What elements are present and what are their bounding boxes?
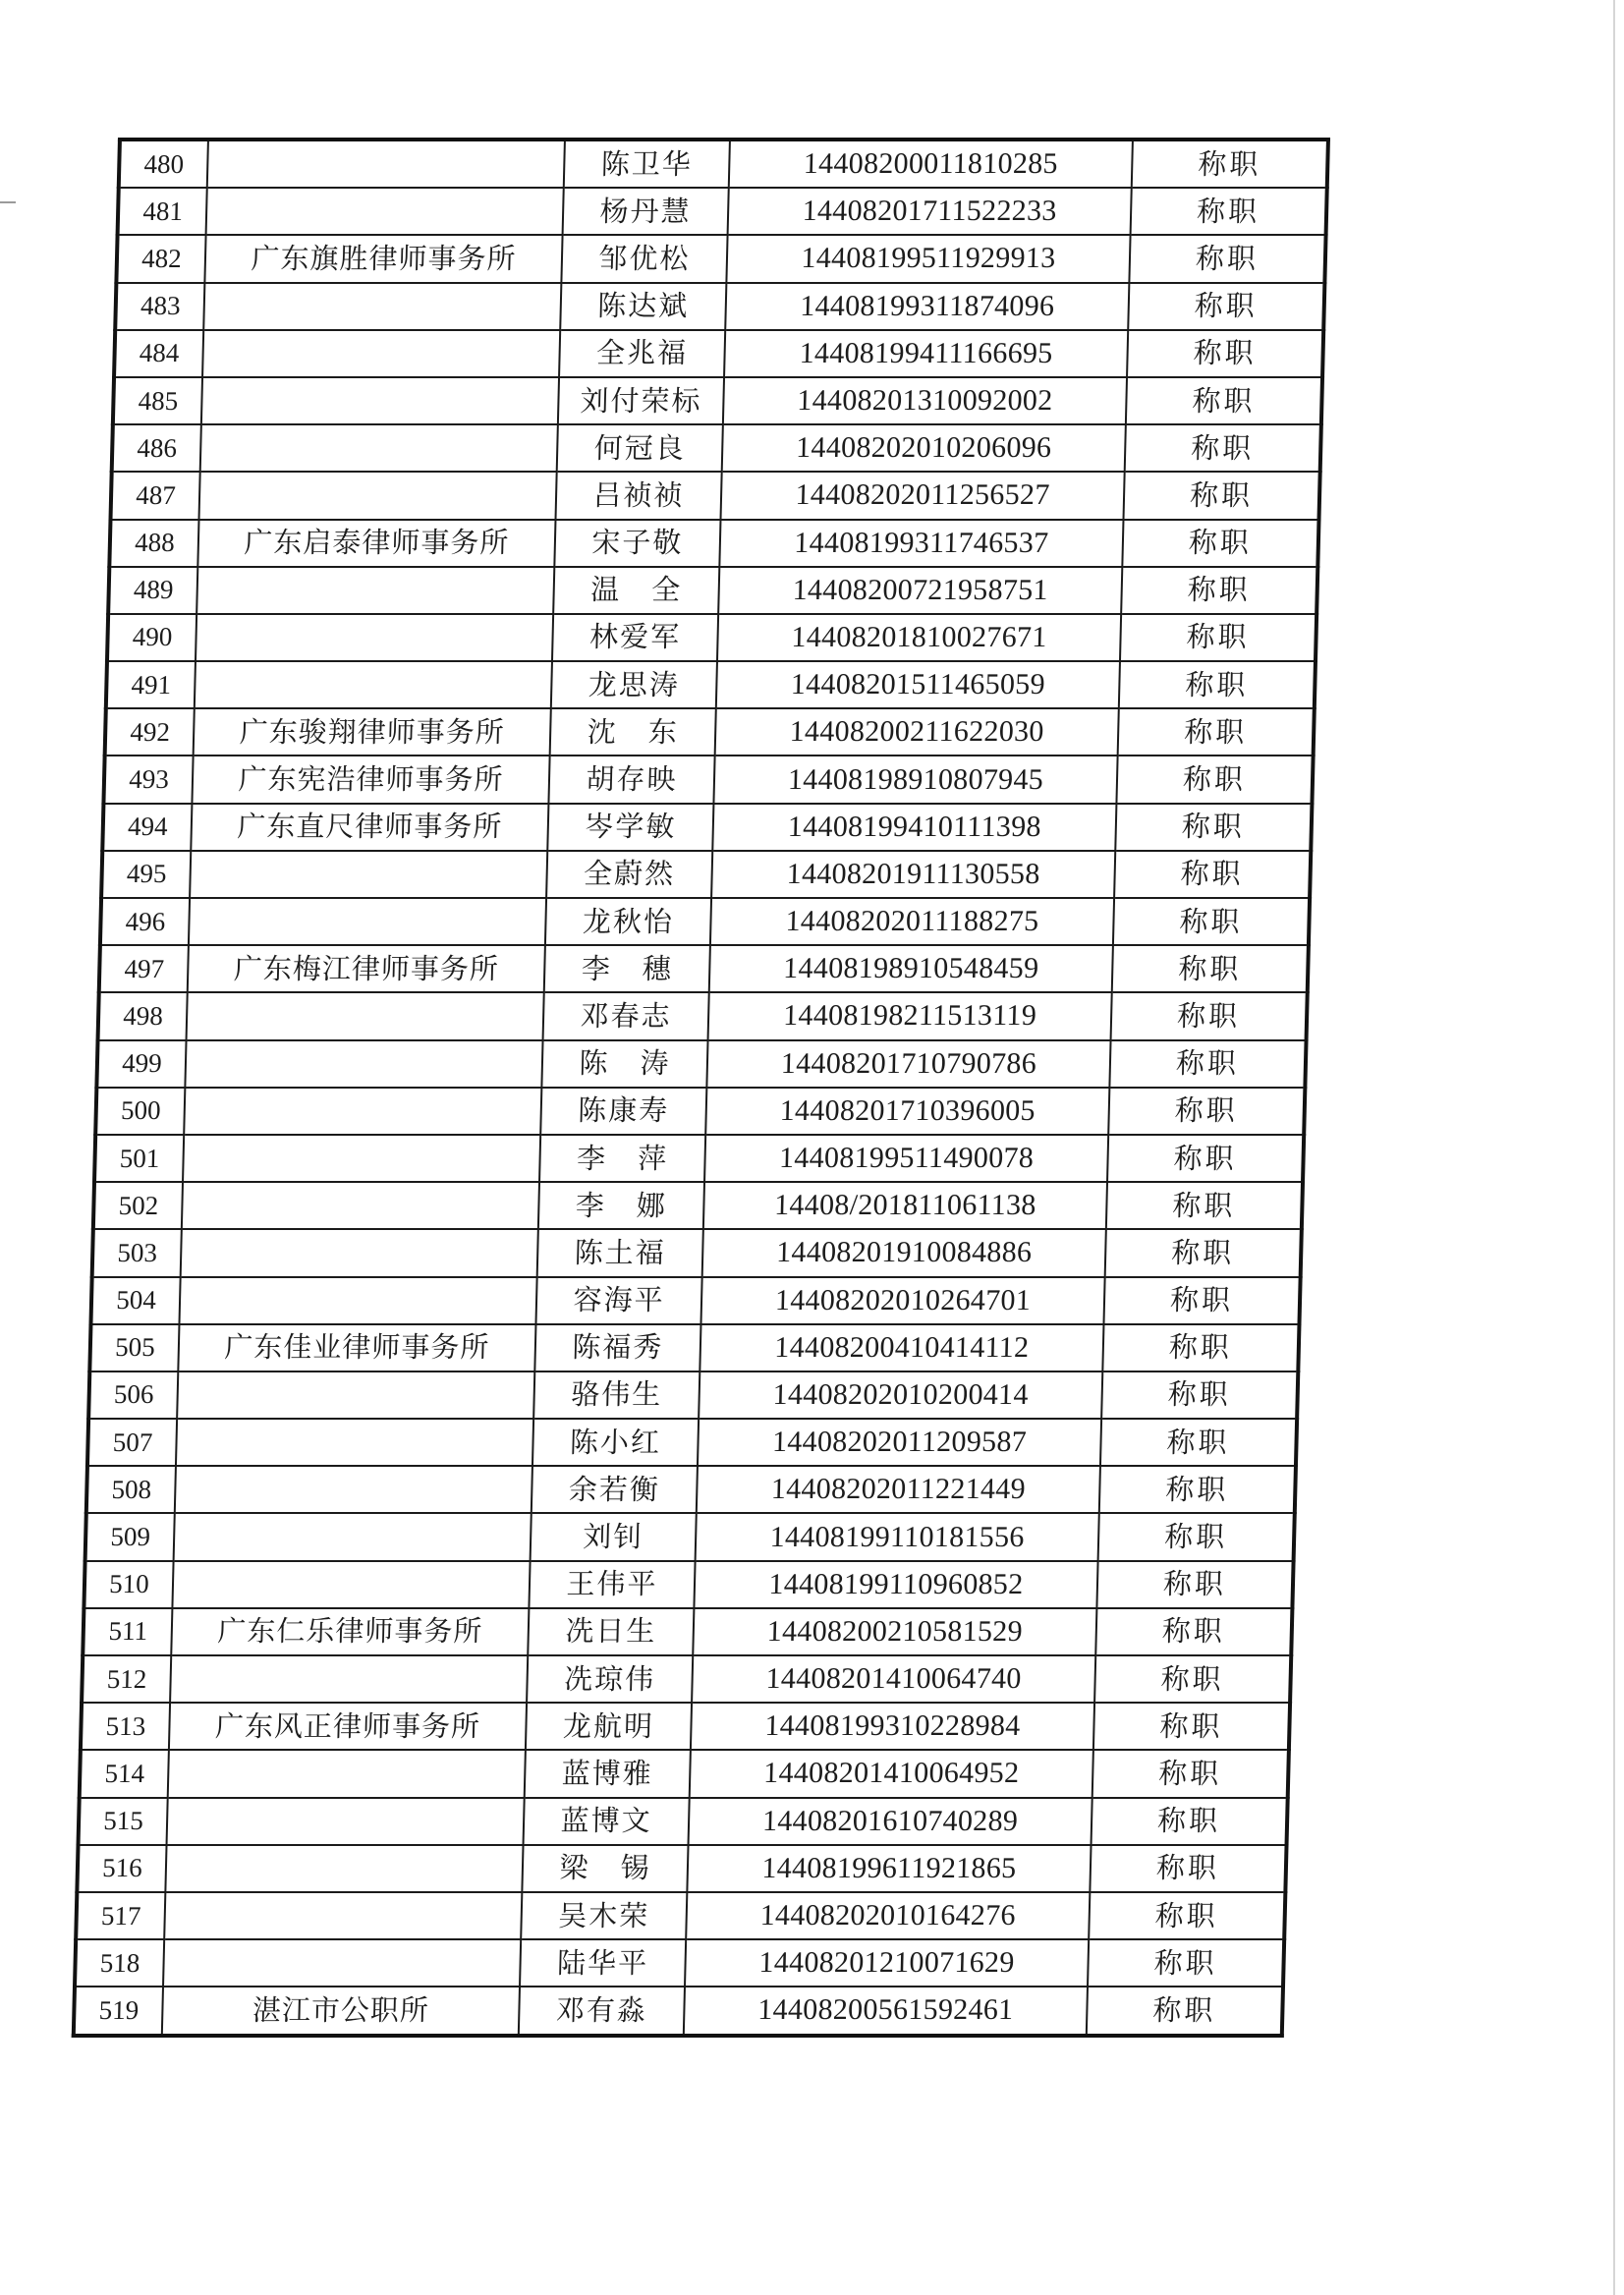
license-number-cell: 14408201410064740 [692, 1655, 1095, 1703]
serial-number-cell: 491 [106, 661, 196, 708]
license-number-cell: 14408198910807945 [713, 756, 1117, 803]
serial-number-cell: 495 [101, 851, 191, 898]
serial-number-cell: 515 [79, 1798, 168, 1845]
assessment-result-cell: 称职 [1116, 756, 1313, 803]
assessment-result-cell: 称职 [1089, 1892, 1285, 1939]
serial-number-cell: 481 [118, 188, 207, 235]
serial-number-cell: 503 [92, 1229, 182, 1276]
lawyer-name-cell: 梁 锡 [522, 1845, 688, 1892]
license-number-cell: 14408202011188275 [710, 898, 1114, 945]
assessment-result-cell: 称职 [1120, 614, 1316, 661]
assessment-result-cell: 称职 [1119, 661, 1316, 708]
serial-number-cell: 489 [108, 567, 197, 614]
assessment-result-cell: 称职 [1121, 567, 1317, 614]
assessment-result-cell: 称职 [1109, 1040, 1306, 1088]
table-row [96, 1040, 1306, 1088]
table-row [75, 1939, 1284, 1987]
lawyer-name-cell: 陆华平 [520, 1939, 686, 1987]
serial-number-cell: 513 [81, 1703, 170, 1750]
table-row [99, 945, 1309, 992]
table-row [118, 188, 1327, 235]
assessment-result-cell: 称职 [1103, 1277, 1300, 1324]
law-firm-cell: 广东梅江律师事务所 [188, 945, 545, 992]
roster-sheet [72, 138, 1326, 2038]
law-firm-cell: 广东启泰律师事务所 [197, 520, 555, 567]
law-firm-cell [183, 1135, 540, 1182]
serial-number-cell: 493 [103, 756, 193, 803]
license-number-cell: 14408201710396005 [705, 1088, 1109, 1135]
table-row [112, 424, 1321, 472]
serial-number-cell: 498 [98, 992, 188, 1039]
license-number-cell: 14408199311874096 [725, 283, 1129, 330]
assessment-result-cell: 称职 [1132, 140, 1328, 188]
assessment-result-cell: 称职 [1128, 283, 1324, 330]
law-firm-cell [179, 1277, 536, 1324]
lawyer-assessment-table [72, 138, 1330, 2038]
table-row [109, 520, 1318, 567]
law-firm-cell [184, 1088, 541, 1135]
lawyer-name-cell: 全蔚然 [546, 851, 712, 898]
lawyer-name-cell: 王伟平 [529, 1561, 695, 1608]
license-number-cell: 14408199410111398 [712, 804, 1116, 851]
license-number-cell: 14408198910548459 [709, 945, 1113, 992]
assessment-result-cell: 称职 [1092, 1798, 1288, 1845]
law-firm-cell [206, 188, 564, 235]
lawyer-name-cell: 陈 涛 [541, 1040, 707, 1088]
lawyer-name-cell: 李 娜 [538, 1182, 704, 1229]
license-number-cell: 14408201810027671 [717, 614, 1121, 661]
table-row [87, 1419, 1297, 1466]
serial-number-cell: 518 [75, 1939, 164, 1987]
law-firm-cell [163, 1939, 521, 1987]
table-row [83, 1608, 1292, 1655]
assessment-result-cell: 称职 [1101, 1371, 1298, 1419]
lawyer-name-cell: 陈卫华 [564, 140, 730, 188]
license-number-cell: 14408199311746537 [719, 520, 1123, 567]
lawyer-name-cell: 杨丹慧 [563, 188, 729, 235]
lawyer-name-cell: 龙思涛 [551, 661, 717, 708]
serial-number-cell: 496 [100, 898, 190, 945]
law-firm-cell [195, 661, 552, 708]
assessment-result-cell: 称职 [1090, 1845, 1286, 1892]
assessment-result-cell: 称职 [1106, 1182, 1303, 1229]
assessment-result-cell: 称职 [1118, 708, 1315, 756]
serial-number-cell: 501 [94, 1135, 184, 1182]
license-number-cell: 14408200210581529 [693, 1608, 1096, 1655]
lawyer-name-cell: 邓有淼 [519, 1987, 685, 2035]
law-firm-cell: 广东骏翔律师事务所 [194, 708, 551, 756]
lawyer-name-cell: 胡存映 [548, 756, 714, 803]
table-row [108, 567, 1317, 614]
assessment-result-cell: 称职 [1113, 898, 1310, 945]
law-firm-cell: 湛江市公职所 [162, 1987, 520, 2035]
license-number-cell: 14408199511929913 [726, 235, 1130, 282]
law-firm-cell [202, 330, 560, 377]
table-row [116, 235, 1325, 282]
table-row [88, 1371, 1298, 1419]
law-firm-cell [170, 1655, 528, 1703]
law-firm-cell [203, 283, 561, 330]
lawyer-name-cell: 温 全 [553, 567, 719, 614]
assessment-result-cell: 称职 [1112, 945, 1309, 992]
lawyer-name-cell: 邹优松 [561, 235, 727, 282]
serial-number-cell: 486 [112, 424, 201, 472]
table-row [114, 330, 1323, 377]
law-firm-cell: 广东旗胜律师事务所 [204, 235, 562, 282]
license-number-cell: 14408202010200414 [699, 1371, 1102, 1419]
serial-number-cell: 500 [95, 1088, 185, 1135]
table-row [106, 661, 1316, 708]
table-row [98, 992, 1308, 1039]
table-row [79, 1798, 1288, 1845]
assessment-result-cell: 称职 [1099, 1466, 1296, 1513]
assessment-result-cell: 称职 [1129, 235, 1325, 282]
serial-number-cell: 511 [83, 1608, 172, 1655]
law-firm-cell [177, 1371, 534, 1419]
serial-number-cell: 519 [74, 1987, 163, 2035]
assessment-result-cell: 称职 [1096, 1561, 1293, 1608]
table-row [119, 140, 1328, 188]
law-firm-cell: 广东宪浩律师事务所 [192, 756, 549, 803]
law-firm-cell [200, 424, 558, 472]
lawyer-name-cell: 骆伟生 [533, 1371, 700, 1419]
license-number-cell: 14408200561592461 [684, 1987, 1088, 2035]
license-number-cell: 14408200410414112 [700, 1324, 1103, 1371]
table-row [105, 708, 1315, 756]
lawyer-name-cell: 冼琼伟 [527, 1655, 693, 1703]
license-number-cell: 14408201410064952 [690, 1750, 1093, 1797]
law-firm-cell [190, 851, 547, 898]
law-firm-cell [196, 614, 553, 661]
assessment-result-cell: 称职 [1108, 1088, 1305, 1135]
table-row [101, 851, 1311, 898]
table-row [76, 1892, 1285, 1939]
lawyer-name-cell: 林爱军 [552, 614, 718, 661]
table-row [111, 472, 1320, 519]
table-row [100, 898, 1310, 945]
license-number-cell: 14408201310092002 [723, 377, 1127, 424]
serial-number-cell: 487 [111, 472, 200, 519]
assessment-result-cell: 称职 [1115, 804, 1312, 851]
license-number-cell: 14408202011221449 [697, 1466, 1100, 1513]
assessment-result-cell: 称职 [1131, 188, 1327, 235]
serial-number-cell: 512 [82, 1655, 171, 1703]
lawyer-name-cell: 李 萍 [539, 1135, 705, 1182]
license-number-cell: 14408201711522233 [728, 188, 1132, 235]
assessment-result-cell: 称职 [1114, 851, 1311, 898]
law-firm-cell: 广东风正律师事务所 [169, 1703, 527, 1750]
serial-number-cell: 492 [105, 708, 195, 756]
assessment-result-cell: 称职 [1107, 1135, 1304, 1182]
table-row [84, 1561, 1293, 1608]
license-number-cell: 14408202010206096 [722, 424, 1126, 472]
serial-number-cell: 504 [90, 1277, 180, 1324]
table-row [107, 614, 1316, 661]
serial-number-cell: 516 [77, 1845, 166, 1892]
license-number-cell: 14408199611921865 [687, 1845, 1091, 1892]
license-number-cell: 14408199110960852 [694, 1561, 1097, 1608]
assessment-result-cell: 称职 [1094, 1655, 1291, 1703]
table-row [81, 1703, 1290, 1750]
assessment-result-cell: 称职 [1088, 1939, 1284, 1987]
law-firm-cell [182, 1182, 539, 1229]
assessment-result-cell: 称职 [1122, 520, 1318, 567]
license-number-cell: 14408201710790786 [706, 1040, 1110, 1088]
law-firm-cell [174, 1513, 532, 1560]
license-number-cell: 14408201911130558 [711, 851, 1115, 898]
table-row [74, 1987, 1283, 2035]
law-firm-cell [196, 567, 554, 614]
serial-number-cell: 499 [96, 1040, 186, 1088]
assessment-result-cell: 称职 [1105, 1229, 1302, 1276]
law-firm-cell: 广东仁乐律师事务所 [171, 1608, 529, 1655]
table-row [103, 756, 1313, 803]
lawyer-name-cell: 蓝博文 [524, 1798, 690, 1845]
lawyer-name-cell: 吴木荣 [521, 1892, 687, 1939]
table-row [94, 1135, 1304, 1182]
license-number-cell: 14408199411166695 [724, 330, 1128, 377]
serial-number-cell: 483 [115, 283, 204, 330]
assessment-result-cell: 称职 [1087, 1987, 1283, 2035]
law-firm-cell [185, 1040, 542, 1088]
assessment-result-cell: 称职 [1125, 424, 1321, 472]
assessment-result-cell: 称职 [1092, 1750, 1289, 1797]
law-firm-cell [201, 377, 559, 424]
lawyer-name-cell: 陈福秀 [534, 1324, 700, 1371]
serial-number-cell: 508 [86, 1466, 176, 1513]
scan-edge-line [1613, 0, 1615, 2295]
law-firm-cell [175, 1466, 532, 1513]
assessment-result-cell: 称职 [1124, 472, 1320, 519]
lawyer-name-cell: 宋子敬 [554, 520, 720, 567]
serial-number-cell: 482 [116, 235, 205, 282]
lawyer-name-cell: 蓝博雅 [525, 1750, 691, 1797]
serial-number-cell: 514 [80, 1750, 169, 1797]
lawyer-name-cell: 容海平 [535, 1277, 701, 1324]
table-row [82, 1655, 1291, 1703]
lawyer-name-cell: 刘钊 [531, 1513, 697, 1560]
lawyer-name-cell: 陈康寿 [540, 1088, 706, 1135]
serial-number-cell: 517 [76, 1892, 165, 1939]
lawyer-name-cell: 何冠良 [557, 424, 723, 472]
serial-number-cell: 509 [85, 1513, 175, 1560]
license-number-cell: 14408/201811061138 [703, 1182, 1107, 1229]
law-firm-cell [187, 992, 544, 1039]
serial-number-cell: 484 [114, 330, 203, 377]
table-row [115, 283, 1324, 330]
license-number-cell: 14408199110181556 [696, 1513, 1099, 1560]
assessment-result-cell: 称职 [1093, 1703, 1290, 1750]
lawyer-name-cell: 邓春志 [543, 992, 709, 1039]
license-number-cell: 14408201511465059 [716, 661, 1120, 708]
law-firm-cell [168, 1750, 526, 1797]
assessment-result-cell: 称职 [1098, 1513, 1295, 1560]
table-row [102, 804, 1312, 851]
license-number-cell: 14408198211513119 [708, 992, 1112, 1039]
serial-number-cell: 497 [99, 945, 189, 992]
license-number-cell: 14408202011209587 [698, 1419, 1101, 1466]
serial-number-cell: 507 [87, 1419, 177, 1466]
table-row [113, 377, 1322, 424]
table-row [80, 1750, 1289, 1797]
lawyer-name-cell: 岑学敏 [547, 804, 713, 851]
license-number-cell: 14408200011810285 [729, 140, 1133, 188]
law-firm-cell [199, 472, 557, 519]
table-row [85, 1513, 1295, 1560]
law-firm-cell [167, 1798, 525, 1845]
lawyer-name-cell: 余若衡 [532, 1466, 698, 1513]
law-firm-cell [172, 1561, 530, 1608]
lawyer-name-cell: 全兆福 [559, 330, 725, 377]
table-row [93, 1182, 1303, 1229]
law-firm-cell [176, 1419, 533, 1466]
assessment-result-cell: 称职 [1127, 330, 1323, 377]
law-firm-cell [207, 140, 565, 188]
law-firm-cell [181, 1229, 538, 1276]
margin-tick-mark [0, 201, 16, 203]
table-row [89, 1324, 1299, 1371]
lawyer-name-cell: 沈 东 [550, 708, 716, 756]
table-row [77, 1845, 1286, 1892]
lawyer-name-cell: 陈小红 [532, 1419, 699, 1466]
license-number-cell: 14408201210071629 [685, 1939, 1089, 1987]
serial-number-cell: 494 [102, 804, 192, 851]
table-row [86, 1466, 1296, 1513]
assessment-result-cell: 称职 [1102, 1324, 1299, 1371]
law-firm-cell [164, 1892, 522, 1939]
law-firm-cell [165, 1845, 523, 1892]
lawyer-name-cell: 龙航明 [526, 1703, 692, 1750]
license-number-cell: 14408200211622030 [715, 708, 1119, 756]
license-number-cell: 14408199310228984 [691, 1703, 1094, 1750]
serial-number-cell: 510 [84, 1561, 173, 1608]
law-firm-cell [189, 898, 546, 945]
lawyer-name-cell: 吕祯祯 [556, 472, 722, 519]
license-number-cell: 14408199511490078 [704, 1135, 1108, 1182]
table-row [90, 1277, 1300, 1324]
serial-number-cell: 506 [88, 1371, 178, 1419]
serial-number-cell: 488 [109, 520, 198, 567]
table-row [95, 1088, 1305, 1135]
license-number-cell: 14408200721958751 [718, 567, 1122, 614]
law-firm-cell: 广东直尺律师事务所 [191, 804, 548, 851]
law-firm-cell: 广东佳业律师事务所 [178, 1324, 535, 1371]
assessment-result-cell: 称职 [1095, 1608, 1292, 1655]
serial-number-cell: 502 [93, 1182, 183, 1229]
license-number-cell: 14408201610740289 [689, 1798, 1092, 1845]
license-number-cell: 14408201910084886 [702, 1229, 1106, 1276]
lawyer-name-cell: 陈土福 [537, 1229, 703, 1276]
serial-number-cell: 480 [119, 140, 208, 188]
license-number-cell: 14408202010164276 [686, 1892, 1090, 1939]
assessment-result-cell: 称职 [1111, 992, 1308, 1039]
assessment-result-cell: 称职 [1100, 1419, 1297, 1466]
lawyer-name-cell: 龙秋怡 [545, 898, 711, 945]
table-row [92, 1229, 1302, 1276]
license-number-cell: 14408202010264701 [700, 1277, 1104, 1324]
assessment-result-cell: 称职 [1126, 377, 1322, 424]
license-number-cell: 14408202011256527 [721, 472, 1125, 519]
lawyer-name-cell: 陈达斌 [560, 283, 726, 330]
lawyer-name-cell: 冼日生 [528, 1608, 694, 1655]
lawyer-name-cell: 李 穗 [544, 945, 710, 992]
serial-number-cell: 485 [113, 377, 202, 424]
serial-number-cell: 505 [89, 1324, 179, 1371]
lawyer-name-cell: 刘付荣标 [558, 377, 724, 424]
table-body [74, 140, 1328, 2036]
serial-number-cell: 490 [107, 614, 196, 661]
